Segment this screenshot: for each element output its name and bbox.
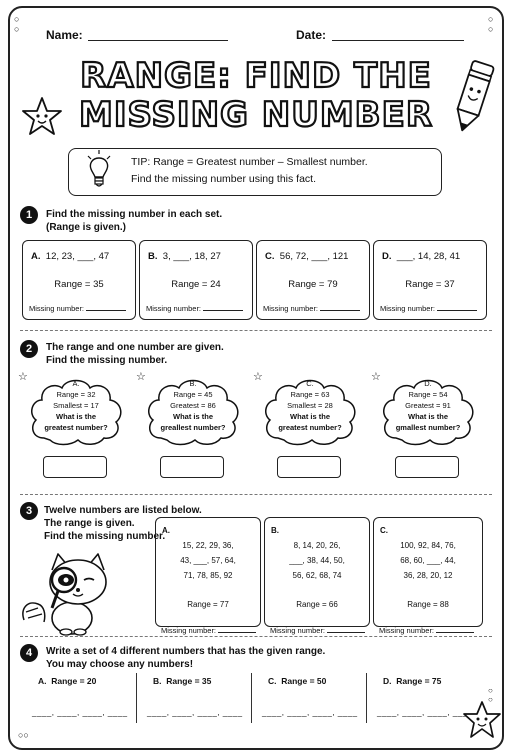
- answer-box[interactable]: [43, 456, 107, 478]
- q1-card-a: [22, 240, 136, 320]
- q2-cloud-c: [260, 372, 360, 450]
- missing-number-answer[interactable]: [320, 310, 360, 311]
- date-label: Date:: [296, 28, 327, 42]
- q1-card-c: [256, 240, 370, 320]
- q4-answer-blanks[interactable]: ____, ____, ____, ____: [377, 708, 473, 717]
- q4-col-c: [268, 676, 326, 686]
- question-1-text-2: (Range is given.): [46, 222, 127, 233]
- column-divider: [251, 673, 252, 723]
- q4-col-a: [38, 676, 96, 686]
- title-line-1: RANGE: FIND THE: [80, 56, 432, 96]
- corner-circles-top-left: ○ ○: [14, 14, 20, 34]
- q2-cloud-ask-1: What is the: [407, 412, 448, 421]
- q2-cloud-ask-2: greallest number?: [160, 423, 226, 432]
- star-icon: ☆: [136, 371, 146, 383]
- q2-cloud-a: [26, 372, 126, 450]
- missing-number-label: Missing number:: [270, 626, 326, 635]
- missing-number-answer[interactable]: [218, 632, 256, 633]
- lightbulb-icon: [84, 148, 114, 192]
- question-4-text-2: You may choose any numbers!: [46, 659, 194, 670]
- q4-col-range: Range = 20: [51, 676, 97, 686]
- question-3-text-2: The range is given.: [44, 518, 135, 529]
- missing-number-label: Missing number:: [161, 626, 217, 635]
- name-label: Name:: [46, 28, 83, 42]
- question-1-badge: 1: [20, 206, 38, 224]
- q1-card-b: [139, 240, 253, 320]
- q4-col-b: [153, 676, 211, 686]
- tip-label: TIP:: [131, 156, 151, 168]
- q1-card-sequence: 56, 72, ___, 121: [279, 251, 349, 262]
- missing-number-answer[interactable]: [436, 632, 474, 633]
- question-3-badge: 3: [20, 502, 38, 520]
- q4-answer-blanks[interactable]: ____, ____, ____, ____: [147, 708, 243, 717]
- corner-circles-top-right: ○ ○: [488, 14, 494, 34]
- answer-box[interactable]: [277, 456, 341, 478]
- raccoon-mascot-icon: [18, 548, 148, 638]
- missing-number-label: Missing number:: [29, 304, 85, 313]
- answer-box[interactable]: [395, 456, 459, 478]
- q1-card-sequence: ___, 14, 28, 41: [396, 251, 461, 262]
- q2-cloud-letter: C.: [306, 379, 314, 388]
- q2-cloud-range: Range = 45: [173, 390, 213, 399]
- q3-card-c: [373, 517, 483, 635]
- question-3-text-3: Find the missing number.: [44, 531, 166, 542]
- q1-card-range: Range = 79: [288, 279, 338, 290]
- tip-line-2: Find the missing number using this fact.: [131, 173, 317, 185]
- q2-cloud-letter: A.: [72, 379, 80, 388]
- q2-cloud-given: Smallest = 17: [53, 401, 99, 410]
- missing-number-label: Missing number:: [146, 304, 202, 313]
- q2-cloud-given: Smallest = 28: [287, 401, 333, 410]
- q2-cloud-ask-2: greatest number?: [278, 423, 342, 432]
- q1-card-range: Range = 35: [54, 279, 104, 290]
- q3-card-row-1: 100, 92, 84, 76,: [400, 541, 456, 550]
- question-3-text-1: Twelve numbers are listed below.: [44, 505, 202, 516]
- q3-card-row-2: 43, ___, 57, 64,: [180, 556, 236, 565]
- q2-cloud-d: [378, 372, 478, 450]
- q3-card-row-2: 68, 60, ___, 44,: [400, 556, 456, 565]
- tip-line-1: Range = Greatest number – Smallest number.: [153, 156, 368, 168]
- q1-card-sequence: 12, 23, ___, 47: [45, 251, 110, 262]
- q2-cloud-given: Greatest = 91: [405, 401, 451, 410]
- q2-cloud-letter: D.: [424, 379, 432, 388]
- question-2-text-2: Find the missing number.: [46, 355, 168, 366]
- q2-cloud-ask-1: What is the: [289, 412, 330, 421]
- star-icon: ☆: [371, 371, 381, 383]
- q3-card-letter: A.: [162, 526, 170, 535]
- title-line-2: MISSING NUMBER: [79, 95, 433, 135]
- answer-box[interactable]: [160, 456, 224, 478]
- q3-card-row-3: 36, 28, 20, 12: [403, 571, 453, 580]
- q3-card-letter: C.: [380, 526, 388, 535]
- q3-card-row-3: 71, 78, 85, 92: [183, 571, 233, 580]
- q3-card-a: [155, 517, 261, 635]
- q3-card-range: Range = 66: [296, 600, 338, 609]
- q1-card-letter: B.: [148, 251, 158, 262]
- q2-cloud-given: Greatest = 86: [170, 401, 216, 410]
- missing-number-label: Missing number:: [379, 626, 435, 635]
- missing-number-answer[interactable]: [86, 310, 126, 311]
- q2-cloud-ask-1: What is the: [55, 412, 96, 421]
- q3-card-row-3: 56, 62, 68, 74: [292, 571, 342, 580]
- corner-circles-bottom-left: ○○: [18, 730, 29, 740]
- section-divider: [20, 636, 492, 637]
- question-1-text-1: Find the missing number in each set.: [46, 209, 223, 220]
- q4-col-letter: B.: [153, 676, 162, 686]
- q1-card-letter: A.: [31, 251, 41, 262]
- q3-card-row-1: 15, 22, 29, 36,: [182, 541, 234, 550]
- q2-cloud-letter: B.: [189, 379, 197, 388]
- q1-card-d: [373, 240, 487, 320]
- q1-card-range: Range = 37: [405, 279, 455, 290]
- missing-number-label: Missing number:: [263, 304, 319, 313]
- q1-card-range: Range = 24: [171, 279, 221, 290]
- q2-cloud-range: Range = 32: [56, 390, 96, 399]
- corner-circles-right: ○ ○: [488, 686, 493, 704]
- missing-number-label: Missing number:: [380, 304, 436, 313]
- question-2-badge: 2: [20, 340, 38, 358]
- missing-number-answer[interactable]: [203, 310, 243, 311]
- q4-col-range: Range = 75: [396, 676, 442, 686]
- question-4-badge: 4: [20, 644, 38, 662]
- name-field[interactable]: [88, 40, 228, 41]
- star-icon: ☆: [253, 371, 263, 383]
- q3-card-row-2: ___, 38, 44, 50,: [289, 556, 345, 565]
- q3-card-b: [264, 517, 370, 635]
- q3-card-range: Range = 77: [187, 600, 229, 609]
- q2-cloud-ask-2: greatest number?: [44, 423, 108, 432]
- q4-answer-blanks[interactable]: ____, ____, ____, ____: [262, 708, 358, 717]
- star-icon: ☆: [18, 371, 28, 383]
- q4-col-letter: D.: [383, 676, 392, 686]
- column-divider: [366, 673, 367, 723]
- q4-col-range: Range = 50: [281, 676, 327, 686]
- q4-col-letter: C.: [268, 676, 277, 686]
- q1-card-letter: C.: [265, 251, 275, 262]
- q2-cloud-b: [143, 372, 243, 450]
- missing-number-answer[interactable]: [437, 310, 477, 311]
- q4-col-range: Range = 35: [166, 676, 212, 686]
- q2-cloud-ask-1: What is the: [172, 412, 213, 421]
- q3-card-range: Range = 88: [407, 600, 449, 609]
- pencil-mascot-icon: [448, 58, 498, 136]
- star-mascot-icon: [462, 700, 502, 740]
- tip-box: [68, 148, 442, 196]
- section-divider: [20, 330, 492, 331]
- q4-col-d: [383, 676, 441, 686]
- q1-card-sequence: 3, ___, 18, 27: [162, 251, 221, 262]
- q3-card-letter: B.: [271, 526, 279, 535]
- missing-number-answer[interactable]: [327, 632, 365, 633]
- q1-card-letter: D.: [382, 251, 392, 262]
- date-field[interactable]: [332, 40, 464, 41]
- q2-cloud-range: Range = 54: [408, 390, 448, 399]
- q2-cloud-ask-2: gmallest number?: [395, 423, 461, 432]
- question-2-text-1: The range and one number are given.: [46, 342, 224, 353]
- star-mascot-icon: [20, 96, 64, 138]
- q2-cloud-range: Range = 63: [290, 390, 330, 399]
- q3-card-row-1: 8, 14, 20, 26,: [293, 541, 341, 550]
- question-4-text-1: Write a set of 4 different numbers that has the given range.: [46, 646, 326, 657]
- column-divider: [136, 673, 137, 723]
- q4-answer-blanks[interactable]: ____, ____, ____, ____: [32, 708, 128, 717]
- section-divider: [20, 494, 492, 495]
- q4-col-letter: A.: [38, 676, 47, 686]
